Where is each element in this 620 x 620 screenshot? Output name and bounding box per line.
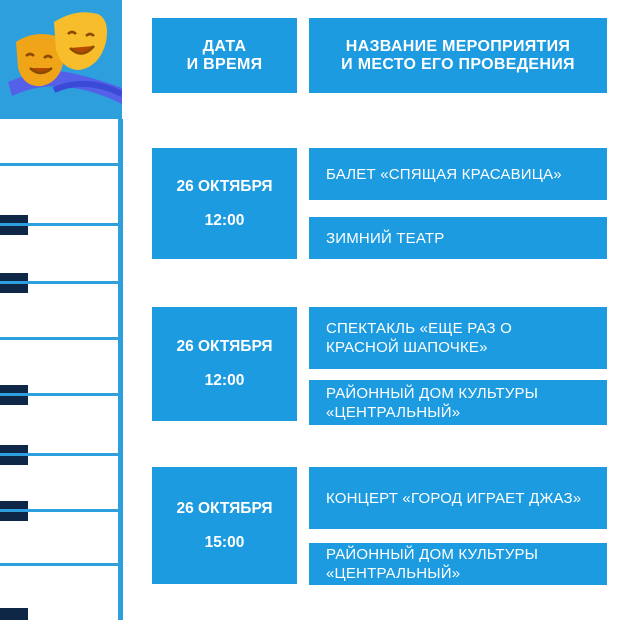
event-title: СПЕКТАКЛЬ «ЕЩЕ РАЗ О КРАСНОЙ ШАПОЧКЕ»: [309, 307, 607, 369]
event-date-box: [152, 148, 297, 259]
sidebar-divider: [118, 119, 123, 620]
event-time: 12:00: [204, 211, 245, 229]
event-title: БАЛЕТ «СПЯЩАЯ КРАСАВИЦА»: [309, 148, 607, 200]
piano-line: [0, 509, 118, 512]
piano-line: [0, 563, 118, 566]
event-place: РАЙОННЫЙ ДОМ КУЛЬТУРЫ «ЦЕНТРАЛЬНЫЙ»: [309, 543, 607, 585]
piano-line: [0, 337, 118, 340]
piano-line: [0, 393, 118, 396]
piano-key: [0, 608, 28, 620]
event-column-header: НАЗВАНИЕ МЕРОПРИЯТИЯ И МЕСТО ЕГО ПРОВЕДЕНИЯ: [309, 18, 607, 93]
event-time: 15:00: [204, 533, 245, 551]
event-date-box: [152, 467, 297, 584]
date-column-header: ДАТА И ВРЕМЯ: [152, 18, 297, 93]
event-place: ЗИМНИЙ ТЕАТР: [309, 217, 607, 259]
event-date: 26 ОКТЯБРЯ: [176, 338, 273, 355]
event-date-box: [152, 307, 297, 421]
event-title: КОНЦЕРТ «ГОРОД ИГРАЕТ ДЖАЗ»: [309, 467, 607, 529]
piano-line: [0, 453, 118, 456]
sidebar: [0, 0, 122, 620]
piano-line: [0, 281, 118, 284]
event-date: 26 ОКТЯБРЯ: [176, 177, 273, 195]
piano-line: [0, 223, 118, 226]
piano-line: [0, 163, 118, 166]
event-time: 12:00: [204, 372, 245, 389]
theater-masks-icon: [6, 4, 122, 112]
event-date: 26 ОКТЯБРЯ: [176, 499, 273, 517]
event-place: РАЙОННЫЙ ДОМ КУЛЬТУРЫ «ЦЕНТРАЛЬНЫЙ»: [309, 380, 607, 425]
